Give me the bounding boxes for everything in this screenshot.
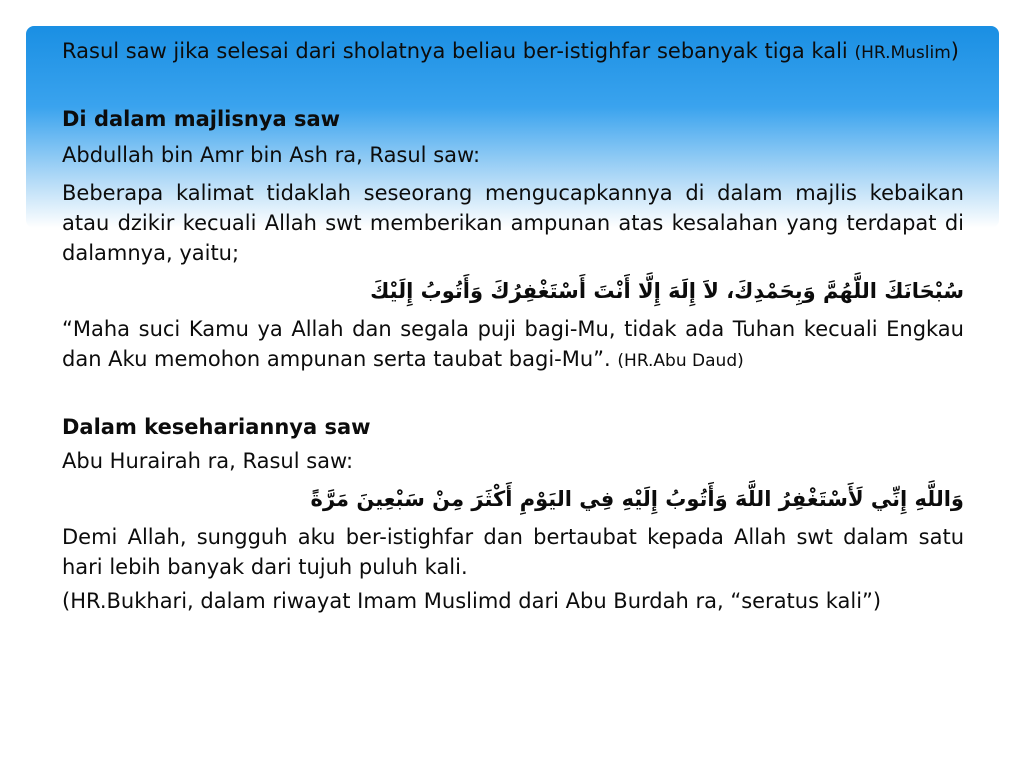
source-hr-bukhari: (HR.Bukhari, dalam riwayat Imam Muslimd dari Abu Burdah ra, “seratus kali”): [62, 589, 882, 613]
translation-daily: Demi Allah, sungguh aku ber-istighfar dan bertaubat kepada Allah swt dalam satu hari lebih banyak dari tujuh puluh kali.: [62, 525, 964, 579]
arabic-dua-majlis: سُبْحَانَكَ اللَّهُمَّ وَبِحَمْدِكَ، لاَ إِلَهَ إِلَّا أَنْتَ أَسْتَغْفِرُكَ وَأَتُوبُ إِلَيْكَ: [370, 279, 964, 303]
istighfar-after-prayer-text: Rasul saw jika selesai dari sholatnya beliau ber-istighfar sebanyak tiga kali (HR.Muslim): [62, 39, 959, 63]
translation-majlis-text: “Maha suci Kamu ya Allah dan segala puji bagi-Mu, tidak ada Tuhan kecuali Engkau dan Aku memohon ampunan serta taubat bagi-Mu”.: [62, 317, 964, 371]
prayer-text: Rasul saw jika selesai dari sholatnya beliau ber-istighfar sebanyak tiga kali: [62, 39, 848, 63]
translation-majlis: [62, 314, 964, 376]
heading-majlis: Di dalam majlisnya saw: [62, 107, 341, 131]
slide-content: [62, 36, 964, 616]
narrator-abu-hurairah: Abu Hurairah ra, Rasul saw:: [62, 449, 354, 473]
source-hr-abu-daud: (HR.Abu Daud): [617, 351, 744, 371]
majlis-body-text: Beberapa kalimat tidaklah seseorang mengucapkannya di dalam majlis kebaikan atau dzikir kecuali Allah swt memberikan ampunan atas kesalahan yang terdapat di dalamnya, yaitu;: [62, 181, 964, 265]
heading-daily: Dalam kesehariannya saw: [62, 415, 371, 439]
source-hr-muslim: HR.Muslim: [861, 43, 951, 63]
arabic-dua-daily: وَاللَّهِ إِنِّي لَأَسْتَغْفِرُ اللَّهَ وَأَتُوبُ إِلَيْهِ فِي اليَوْمِ أَكْثَرَ مِنْ سَبْعِينَ مَرَّةً: [310, 487, 964, 511]
narrator-abdullah: Abdullah bin Amr bin Ash ra, Rasul saw:: [62, 143, 481, 167]
